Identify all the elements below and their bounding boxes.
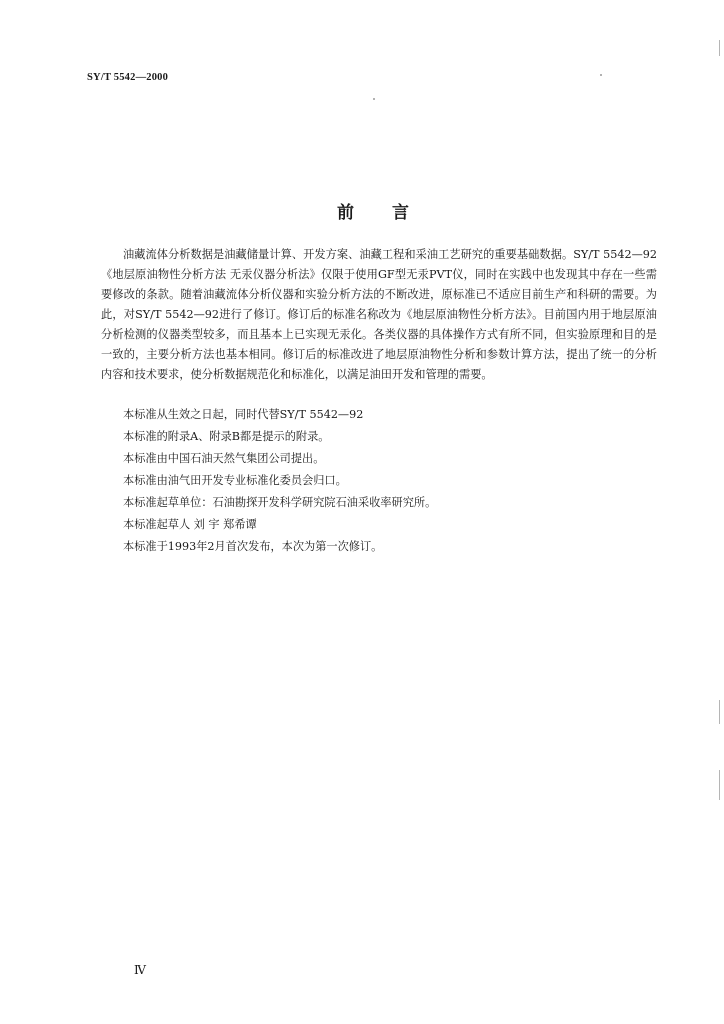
- replacement-statement: 本标准从生效之日起，同时代替SY/T 5542—92: [123, 408, 364, 421]
- title-char-yan: 言: [392, 203, 409, 223]
- proposer-statement: 本标准由中国石油天然气集团公司提出。: [123, 452, 325, 465]
- scan-edge-mark: [719, 770, 720, 800]
- page-title: [337, 198, 409, 223]
- drafters-statement: 本标准起草人 刘 宇 郑希谭: [123, 518, 257, 531]
- scan-speck: [600, 74, 602, 76]
- scan-edge-mark: [719, 700, 720, 724]
- title-char-qian: 前: [337, 203, 354, 223]
- committee-statement: 本标准由油气田开发专业标准化委员会归口。: [123, 474, 347, 487]
- page-number: Ⅳ: [134, 963, 146, 977]
- foreword-body: [101, 245, 657, 385]
- appendix-statement: 本标准的附录A、附录B都是提示的附录。: [123, 430, 330, 443]
- intro-paragraph: 油藏流体分析数据是油藏储量计算、开发方案、油藏工程和采油工艺研究的重要基础数据。SY/T 5542—92《地层原油物性分析方法 无汞仪器分析法》仅限于使用GF型无汞PVT仪，同时在实践中也发现其中存在一些需要修改的条款。随着油藏流体分析仪器和实验分析方法的不断改进，原标准已不适应目前生产和科研的需要。为此，对SY/T 5542—92进行了修订。修订后的标准名称改为《地层原油物性分析方法》。目前国内用于地层原油分析检测的仪器类型较多，而且基本上已实现无汞化。各类仪器的具体操作方式有所不同，但实验原理和目的是一致的，主要分析方法也基本相同。修订后的标准改进了地层原油物性分析和参数计算方法，提出了统一的分析内容和技术要求，使分析数据规范化和标准化，以满足油田开发和管理的需要。: [101, 248, 657, 381]
- publication-history-statement: 本标准于1993年2月首次发布，本次为第一次修订。: [123, 540, 383, 553]
- scan-edge-mark: [719, 40, 720, 56]
- scan-speck: [373, 98, 375, 100]
- drafting-unit-statement: 本标准起草单位：石油勘探开发科学研究院石油采收率研究所。: [123, 496, 437, 509]
- standard-code-header: SY/T 5542—2000: [87, 72, 169, 83]
